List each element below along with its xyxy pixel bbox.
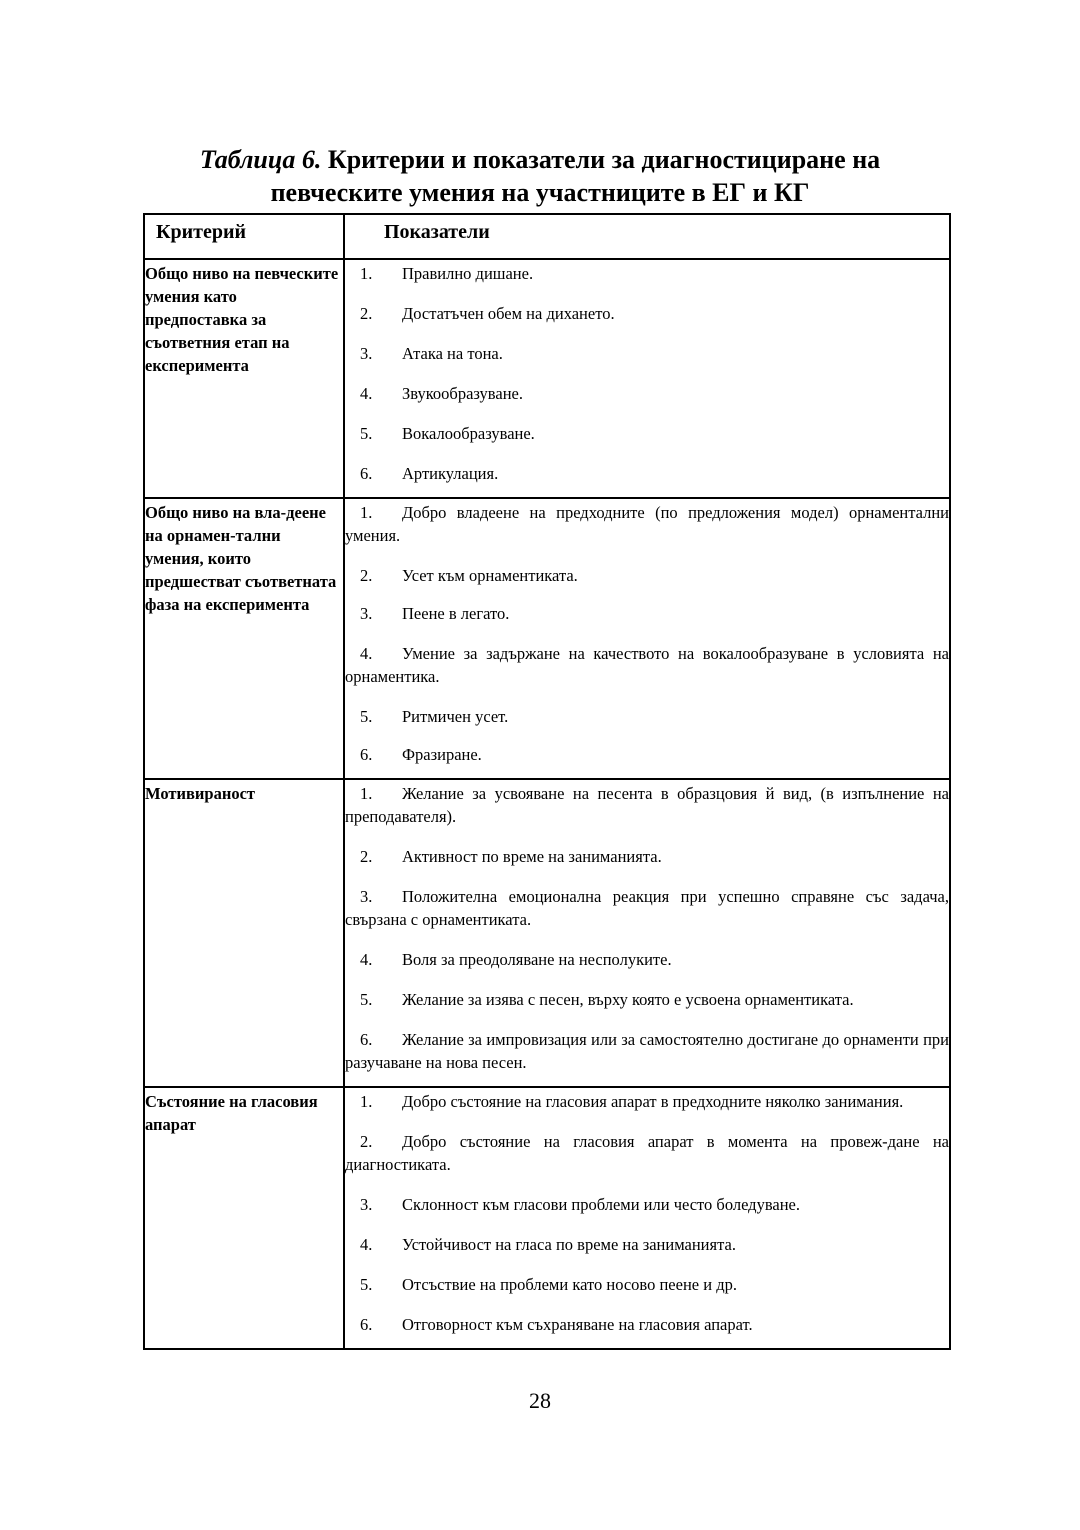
indicator-number: 2.	[360, 304, 373, 323]
indicator-item	[345, 1090, 949, 1113]
indicator-number: 2.	[360, 566, 373, 585]
indicator-number: 6.	[360, 464, 373, 483]
indicator-item	[345, 948, 949, 971]
indicator-number: 1.	[360, 503, 373, 522]
indicator-text: Добро владеене на предходните (по предложения модел) орнаментални умения.	[345, 503, 949, 545]
indicator-number: 4.	[360, 950, 373, 969]
table-header-row	[144, 214, 950, 259]
indicator-item	[345, 602, 949, 625]
table-title	[0, 143, 1080, 209]
indicator-item	[345, 462, 949, 485]
indicator-item	[345, 1193, 949, 1216]
indicator-text: Умение за задържане на качеството на вокалообразуване в условията на орнаментика.	[345, 644, 949, 686]
indicator-text: Звукообразуване.	[402, 384, 523, 403]
indicator-text: Отсъствие на проблеми като носово пеене и др.	[402, 1275, 737, 1294]
indicator-item	[345, 564, 949, 587]
indicators-cell	[344, 779, 950, 1087]
indicator-item	[345, 1233, 949, 1256]
indicator-text: Желание за импровизация или за самостоятелно достигане до орнаменти при разучаване на нова песен.	[345, 1030, 949, 1072]
indicator-item	[345, 342, 949, 365]
indicator-item	[345, 705, 949, 728]
indicator-text: Вокалообразуване.	[402, 424, 535, 443]
indicator-item	[345, 1028, 949, 1074]
indicator-number: 2.	[360, 1132, 373, 1151]
table-body	[144, 259, 950, 1349]
criterion-text: Мотивираност	[145, 784, 256, 803]
indicator-text: Желание за усвояване на песента в образцовия й вид, (в изпълнение на преподавателя).	[345, 784, 949, 826]
title-line-1	[0, 143, 1080, 176]
criterion-text: Общо ниво на вла-деене на орнамен-тални умения, които предшестват съответната фаза на експеримента	[145, 503, 337, 614]
indicator-item	[345, 1273, 949, 1296]
indicator-number: 6.	[360, 1315, 373, 1334]
indicator-number: 1.	[360, 784, 373, 803]
indicator-number: 3.	[360, 1195, 373, 1214]
indicator-text: Желание за изява с песен, върху която е усвоена орнаментиката.	[402, 990, 854, 1009]
table-row	[144, 259, 950, 498]
indicator-item	[345, 382, 949, 405]
indicator-text: Фразиране.	[402, 745, 482, 764]
indicator-number: 5.	[360, 990, 373, 1009]
page-number: 28	[529, 1388, 551, 1413]
indicator-item	[345, 885, 949, 931]
indicator-number: 1.	[360, 1092, 373, 1111]
indicator-item	[345, 501, 949, 547]
indicator-item	[345, 642, 949, 688]
criterion-cell	[144, 498, 344, 779]
indicator-number: 3.	[360, 604, 373, 623]
criteria-table	[143, 213, 951, 1350]
indicator-number: 4.	[360, 1235, 373, 1254]
indicator-item	[345, 988, 949, 1011]
indicator-number: 5.	[360, 424, 373, 443]
indicator-number: 4.	[360, 384, 373, 403]
indicator-item	[345, 845, 949, 868]
indicator-number: 5.	[360, 707, 373, 726]
indicator-number: 2.	[360, 847, 373, 866]
indicator-text: Положителна емоционална реакция при успешно справяне със задача, свързана с орнаментиката.	[345, 887, 949, 929]
indicator-item	[345, 782, 949, 828]
indicator-number: 5.	[360, 1275, 373, 1294]
criterion-cell	[144, 779, 344, 1087]
indicator-number: 4.	[360, 644, 373, 663]
title-text-1: Критерии и показатели за диагностициране на	[327, 145, 881, 174]
indicator-item	[345, 302, 949, 325]
indicator-item	[345, 262, 949, 285]
indicator-text: Воля за преодоляване на несполуките.	[402, 950, 672, 969]
indicator-text: Добро състояние на гласовия апарат в момента на провеж-дане на диагностиката.	[345, 1132, 949, 1174]
indicator-item	[345, 1130, 949, 1176]
indicator-number: 3.	[360, 344, 373, 363]
indicator-item	[345, 422, 949, 445]
indicator-text: Добро състояние на гласовия апарат в предходните няколко занимания.	[402, 1092, 904, 1111]
indicator-text: Атака на тона.	[402, 344, 503, 363]
criterion-cell	[144, 259, 344, 498]
table-row	[144, 779, 950, 1087]
indicator-text: Ритмичен усет.	[402, 707, 509, 726]
table-label: Таблица 6.	[199, 145, 322, 174]
header-criterion: Критерий	[144, 214, 344, 259]
indicator-text: Пеене в легато.	[402, 604, 510, 623]
indicators-cell	[344, 498, 950, 779]
indicators-cell	[344, 259, 950, 498]
indicator-item	[345, 1313, 949, 1336]
indicator-text: Достатъчен обем на дихането.	[402, 304, 615, 323]
table-row	[144, 498, 950, 779]
indicator-text: Активност по време на заниманията.	[402, 847, 662, 866]
indicator-text: Усет към орнаментиката.	[402, 566, 578, 585]
criterion-cell	[144, 1087, 344, 1349]
indicators-cell	[344, 1087, 950, 1349]
indicator-number: 6.	[360, 745, 373, 764]
indicator-number: 1.	[360, 264, 373, 283]
indicator-text: Склонност към гласови проблеми или често боледуване.	[402, 1195, 801, 1214]
header-indicators: Показатели	[344, 214, 950, 259]
table-row	[144, 1087, 950, 1349]
indicator-item	[345, 743, 949, 766]
title-line-2: певческите умения на участниците в ЕГ и КГ	[270, 178, 810, 207]
indicator-number: 3.	[360, 887, 373, 906]
criterion-text: Състояние на гласовия апарат	[145, 1092, 318, 1134]
indicator-number: 6.	[360, 1030, 373, 1049]
indicator-text: Правилно дишане.	[402, 264, 534, 283]
indicator-text: Отговорност към съхраняване на гласовия апарат.	[402, 1315, 753, 1334]
criterion-text: Общо ниво на певческите умения като предпоставка за съответния етап на експеримента	[145, 264, 339, 375]
indicator-text: Артикулация.	[402, 464, 499, 483]
indicator-text: Устойчивост на гласа по време на заниманията.	[402, 1235, 736, 1254]
